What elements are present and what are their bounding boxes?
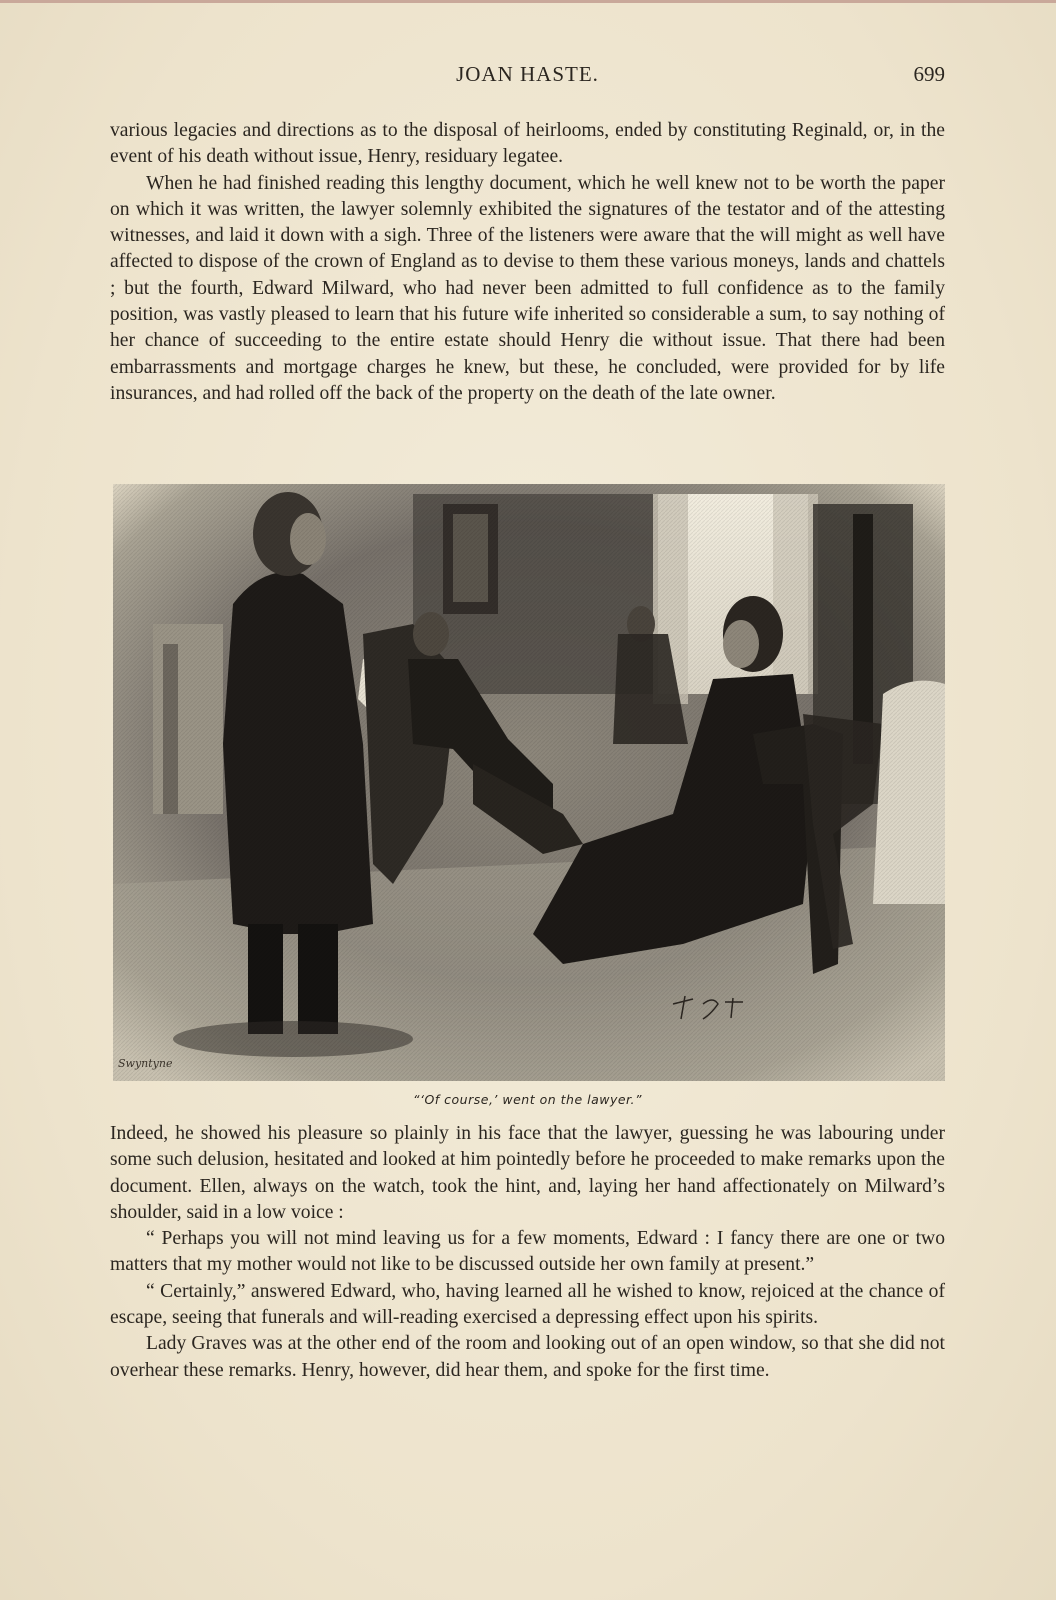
paragraph: Lady Graves was at the other end of the room and looking out of an open window, so that she did not overhear these remarks. Henry, however, did hear them, and spoke for the first time. (110, 1333, 945, 1381)
paragraph: “ Perhaps you will not mind leaving us for a few moments, Edward : I fancy there are one or two matters that my mother would not like to be discussed outside her own family at present.” (110, 1228, 945, 1276)
illustration-engraving (113, 484, 945, 1081)
paragraph: Indeed, he showed his pleasure so plainly in his face that the lawyer, guessing he was labouring under some such delusion, hesitated and looked at him pointedly before he proceeded to make remarks upon the document. Ellen, always on the watch, took the hint, and, laying her hand affectionately on Milward’s shoulder, said in a low voice : (110, 1123, 945, 1223)
page-top-edge (0, 0, 1056, 3)
illustrator-signature: Swyntyne (118, 1057, 173, 1070)
engraving-texture (113, 484, 945, 1081)
paragraph: various legacies and directions as to the disposal of heirlooms, ended by constituting Reginald, or, in the event of his death without issue, Henry, residuary legatee. (110, 120, 945, 168)
text-block-bottom (110, 1121, 945, 1384)
illustration-caption: “‘Of course,’ went on the lawyer.” (413, 1092, 642, 1107)
running-title: JOAN HASTE. (456, 62, 599, 86)
illustration (113, 484, 945, 1081)
page-number: 699 (913, 62, 945, 86)
paragraph: When he had finished reading this lengthy document, which he well knew not to be worth the paper on which it was written, the lawyer solemnly exhibited the signatures of the testator and of the attesting witnesses, and laid it down with a sigh. Three of the listeners were aware that the will might as well have affected to dispose of the crown of England as to devise to them these various moneys, lands and chattels ; but the fourth, Edward Milward, who had never been admitted to full confidence as to the family position, was vastly pleased to learn that his future wife inherited so considerable a sum, to say nothing of her chance of succeeding to the entire estate should Henry die without issue. That there had been embarrassments and mortgage charges he knew, but these, he concluded, were provided for by life insurances, and had rolled off the back of the property on the death of the late owner. (110, 172, 945, 404)
running-head (110, 62, 945, 92)
paragraph: “ Certainly,” answered Edward, who, having learned all he wished to know, rejoiced at the chance of escape, seeing that funerals and will-reading exercised a depressing effect upon his spirits. (110, 1280, 945, 1329)
text-block-top (110, 118, 945, 407)
